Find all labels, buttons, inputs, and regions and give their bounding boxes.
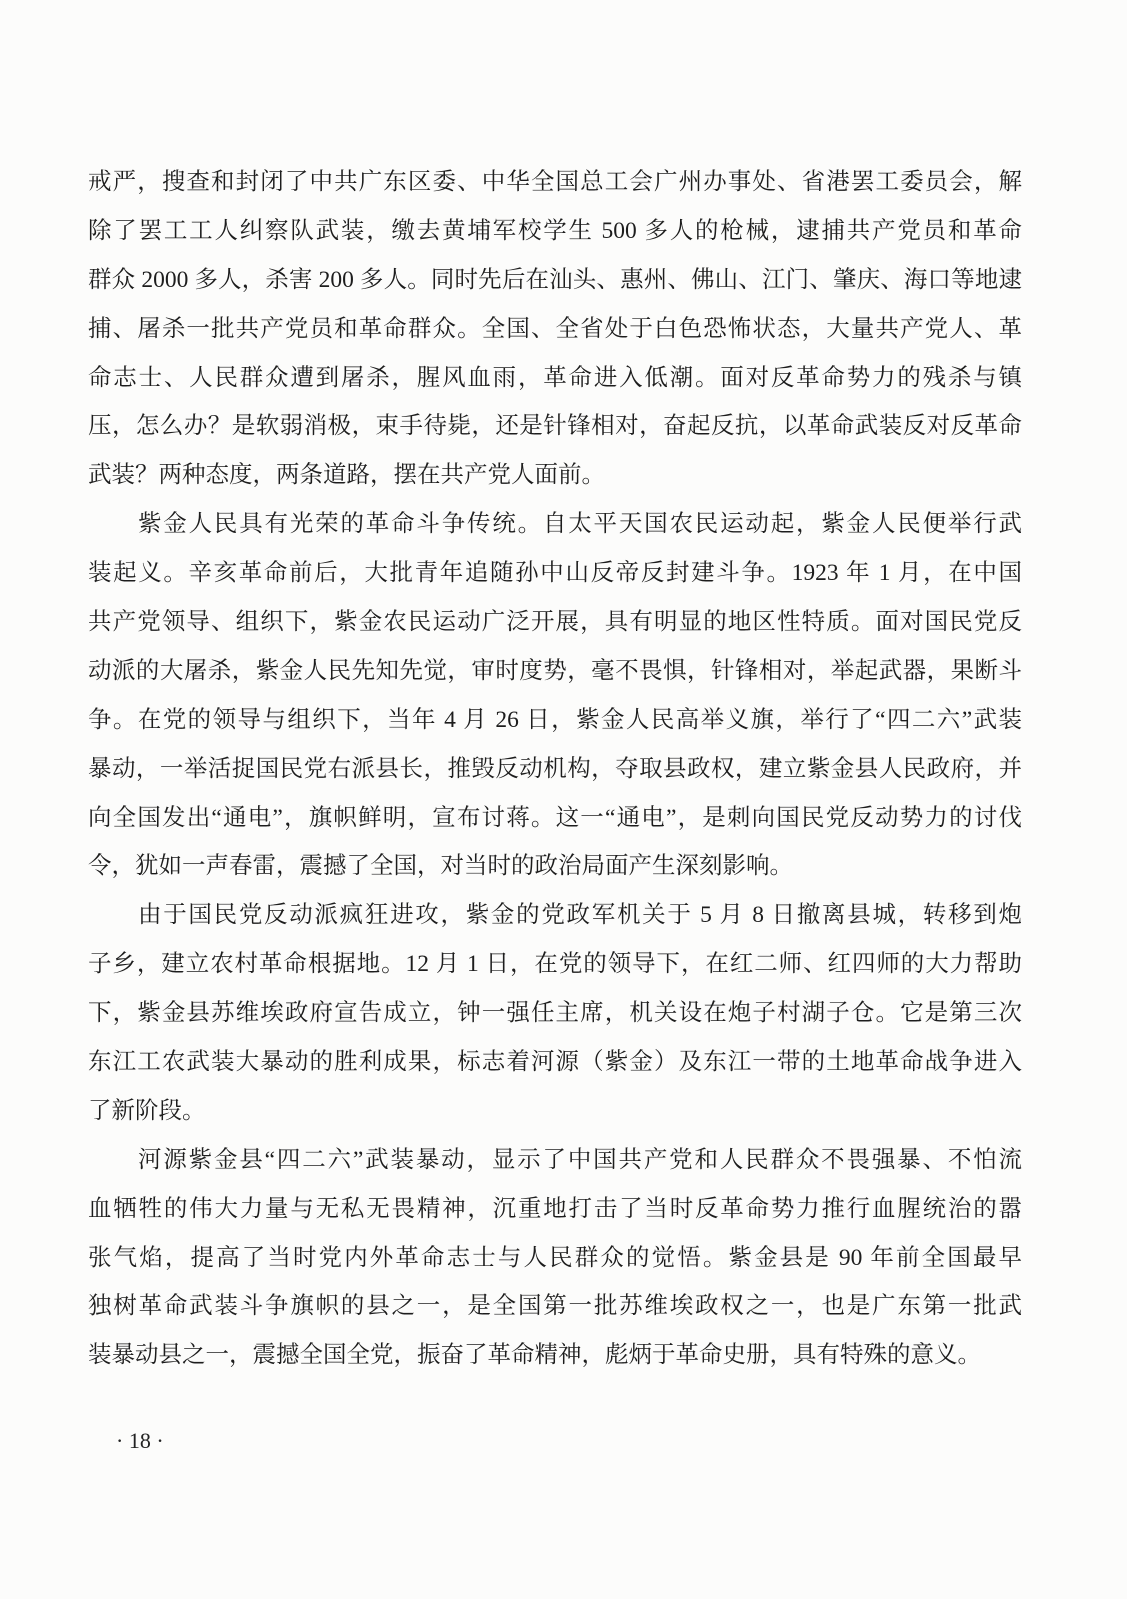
text-line: 令，犹如一声春雷，震撼了全国，对当时的政治局面产生深刻影响。: [88, 853, 793, 880]
text-line: 紫金人民具有光荣的革命斗争传统。自太平天国农民运动起，紫金人民便举行武: [138, 511, 1022, 538]
text-line: 压，怎么办？是软弱消极，束手待毙，还是针锋相对，奋起反抗，以革命武装反对反革命: [88, 413, 1022, 440]
text-line: 河源紫金县“四二六”武装暴动，显示了中国共产党和人民群众不畏强暴、不怕流: [138, 1146, 1022, 1173]
body-text: [88, 158, 1022, 1380]
paragraph: [88, 1136, 1022, 1380]
text-line: 独树革命武装斗争旗帜的县之一，是全国第一批苏维埃政权之一，也是广东第一批武: [88, 1293, 1022, 1320]
text-line: 武装？两种态度，两条道路，摆在共产党人面前。: [88, 462, 605, 489]
text-line: 子乡，建立农村革命根据地。12 月 1 日，在党的领导下，在红二师、红四师的大力帮助: [88, 951, 1022, 978]
text-line: 装暴动县之一，震撼全国全党，振奋了革命精神，彪炳于革命史册，具有特殊的意义。: [88, 1342, 981, 1369]
text-line: 争。在党的领导与组织下，当年 4 月 26 日，紫金人民高举义旗，举行了“四二六”武装: [88, 706, 1022, 733]
text-line: 张气焰，提高了当时党内外革命志士与人民群众的觉悟。紫金县是 90 年前全国最早: [88, 1244, 1022, 1271]
text-line: 群众 2000 多人，杀害 200 多人。同时先后在汕头、惠州、佛山、江门、肇庆、海口等地逮: [88, 266, 1022, 293]
text-line: 动派的大屠杀，紫金人民先知先觉，审时度势，毫不畏惧，针锋相对，举起武器，果断斗: [88, 657, 1022, 684]
text-line: 向全国发出“通电”，旗帜鲜明，宣布讨蒋。这一“通电”，是刺向国民党反动势力的讨伐: [88, 804, 1022, 831]
text-line: 捕、屠杀一批共产党员和革命群众。全国、全省处于白色恐怖状态，大量共产党人、革: [88, 315, 1022, 342]
text-line: 由于国民党反动派疯狂进攻，紫金的党政军机关于 5 月 8 日撤离县城，转移到炮: [138, 902, 1022, 929]
paragraph: [88, 500, 1022, 891]
text-line: 暴动，一举活捉国民党右派县长，推毁反动机构，夺取县政权，建立紫金县人民政府，并: [88, 755, 1022, 782]
text-line: 装起义。辛亥革命前后，大批青年追随孙中山反帝反封建斗争。1923 年 1 月，在中国: [88, 560, 1022, 587]
text-line: 除了罢工工人纠察队武装，缴去黄埔军校学生 500 多人的枪械，逮捕共产党员和革命: [88, 217, 1022, 244]
text-line: 东江工农武装大暴动的胜利成果，标志着河源（紫金）及东江一带的土地革命战争进入: [88, 1049, 1022, 1076]
text-line: 血牺牲的伟大力量与无私无畏精神，沉重地打击了当时反革命势力推行血腥统治的嚣: [88, 1195, 1022, 1222]
page-number: · 18 ·: [116, 1428, 164, 1453]
text-line: 了新阶段。: [88, 1097, 206, 1124]
paragraph: [88, 891, 1022, 1135]
text-line: 戒严，搜查和封闭了中共广东区委、中华全国总工会广州办事处、省港罢工委员会，解: [88, 169, 1022, 195]
text-line: 下，紫金县苏维埃政府宣告成立，钟一强任主席，机关设在炮子村湖子仓。它是第三次: [88, 1000, 1022, 1027]
paragraph: [88, 158, 1022, 500]
text-line: 共产党领导、组织下，紫金农民运动广泛开展，具有明显的地区性特质。面对国民党反: [88, 609, 1022, 636]
text-line: 命志士、人民群众遭到屠杀，腥风血雨，革命进入低潮。面对反革命势力的残杀与镇: [88, 364, 1022, 391]
